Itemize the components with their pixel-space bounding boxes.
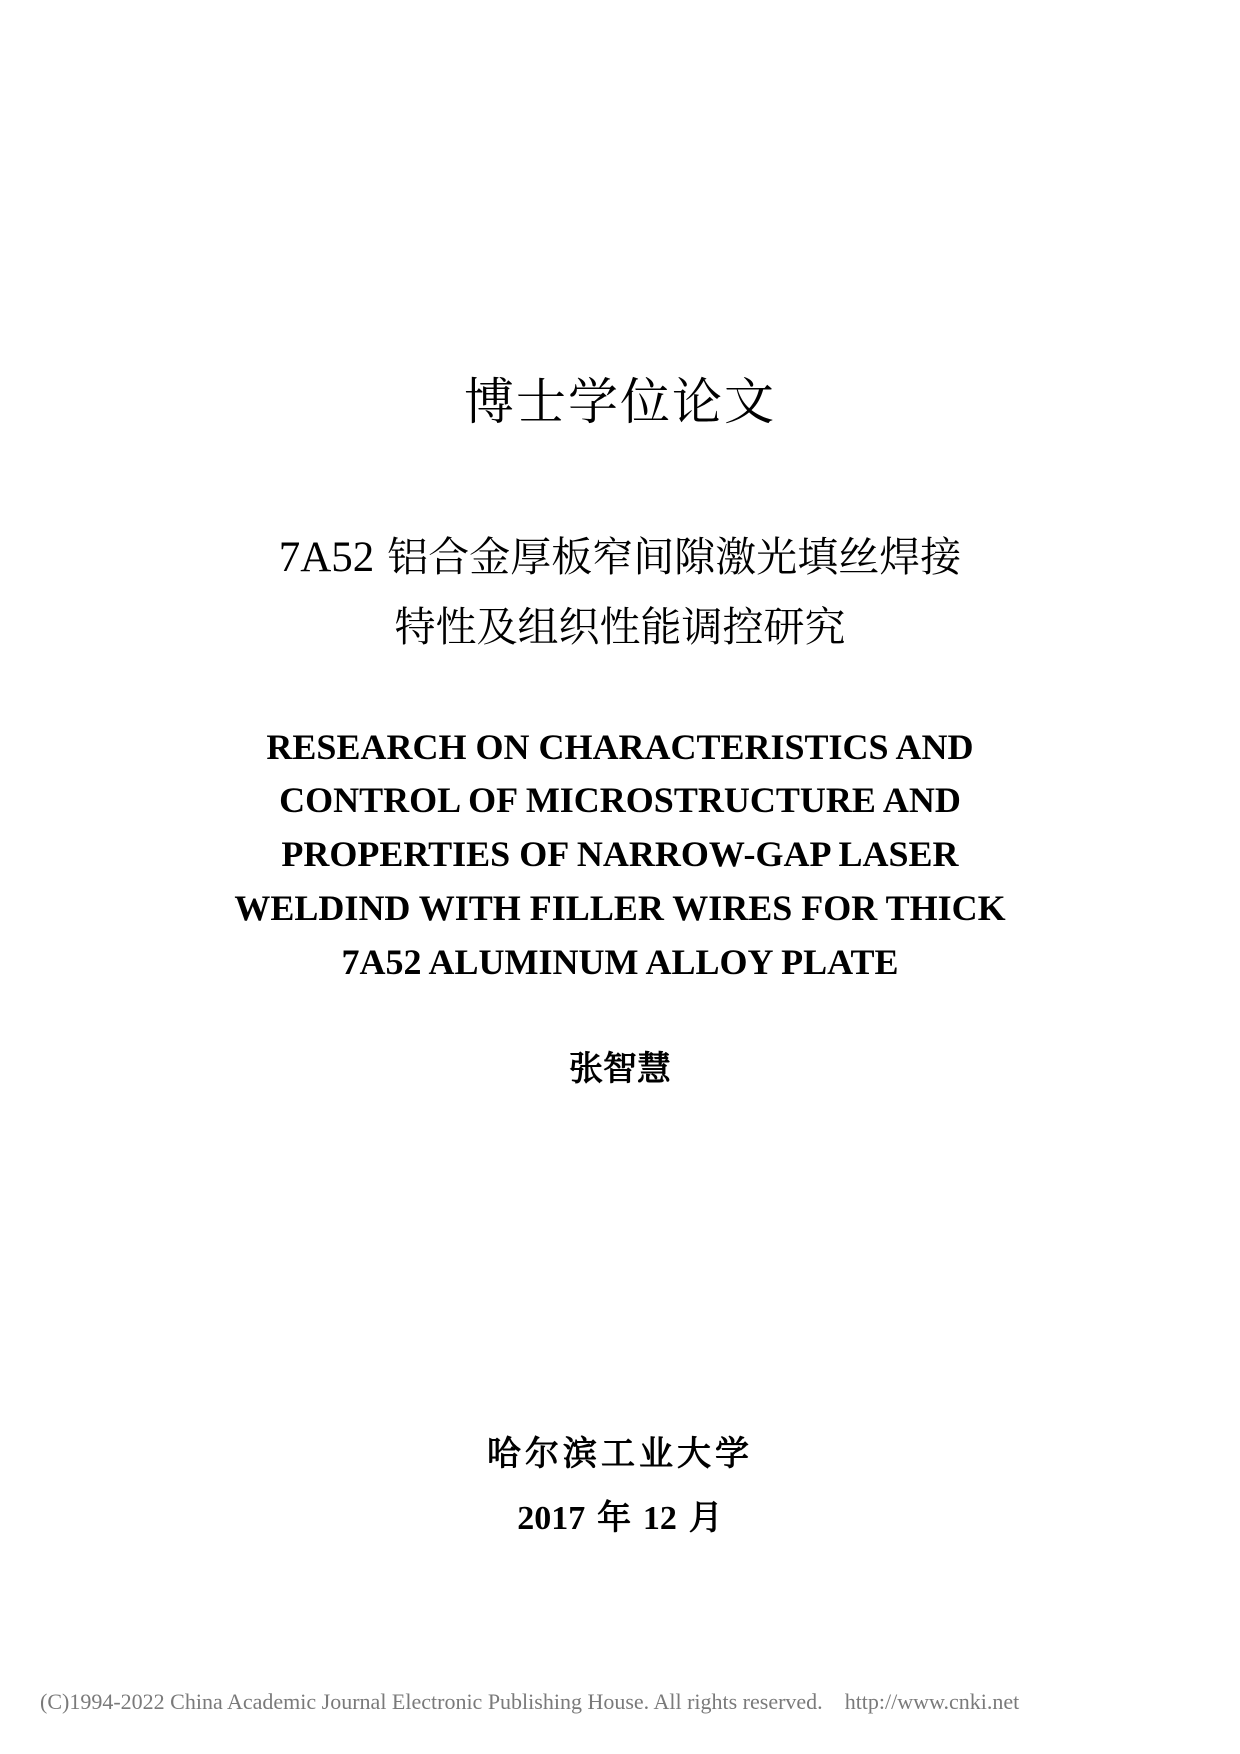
chinese-title-line-1 <box>0 527 1240 588</box>
chinese-title-line-2: 特性及组织性能调控研究 <box>394 603 846 651</box>
english-title-line-4: WELDIND WITH FILLER WIRES FOR THICK <box>234 888 1006 928</box>
degree-type-heading: 博士学位论文 <box>464 373 776 431</box>
copyright-footer <box>40 1686 1210 1718</box>
english-title-line-3: PROPERTIES OF NARROW-GAP LASER <box>281 834 959 874</box>
university-name: 哈尔滨工业大学 <box>487 1434 753 1474</box>
date-year: 2017 <box>517 1500 586 1537</box>
english-title-line-5: 7A52 ALUMINUM ALLOY PLATE <box>341 942 899 982</box>
english-title-line-2: CONTROL OF MICROSTRUCTURE AND <box>279 780 961 820</box>
english-title-line-1: RESEARCH ON CHARACTERISTICS AND <box>266 727 974 767</box>
chinese-title-line-1-text: 铝合金厚板窄间隙激光填丝焊接 <box>374 533 962 581</box>
cnki-link[interactable]: http://www.cnki.net <box>844 1689 1020 1714</box>
submission-date <box>0 1493 1240 1544</box>
chinese-title-alloy-code: 7A52 <box>278 534 375 581</box>
author-name: 张智慧 <box>569 1049 671 1089</box>
date-month-unit: 月 <box>676 1498 723 1538</box>
date-month: 12 <box>642 1500 677 1537</box>
copyright-notice: (C)1994-2022 China Academic Journal Electronic Publishing House. All rights reserved. <box>40 1689 823 1714</box>
date-year-unit: 年 <box>585 1498 643 1538</box>
